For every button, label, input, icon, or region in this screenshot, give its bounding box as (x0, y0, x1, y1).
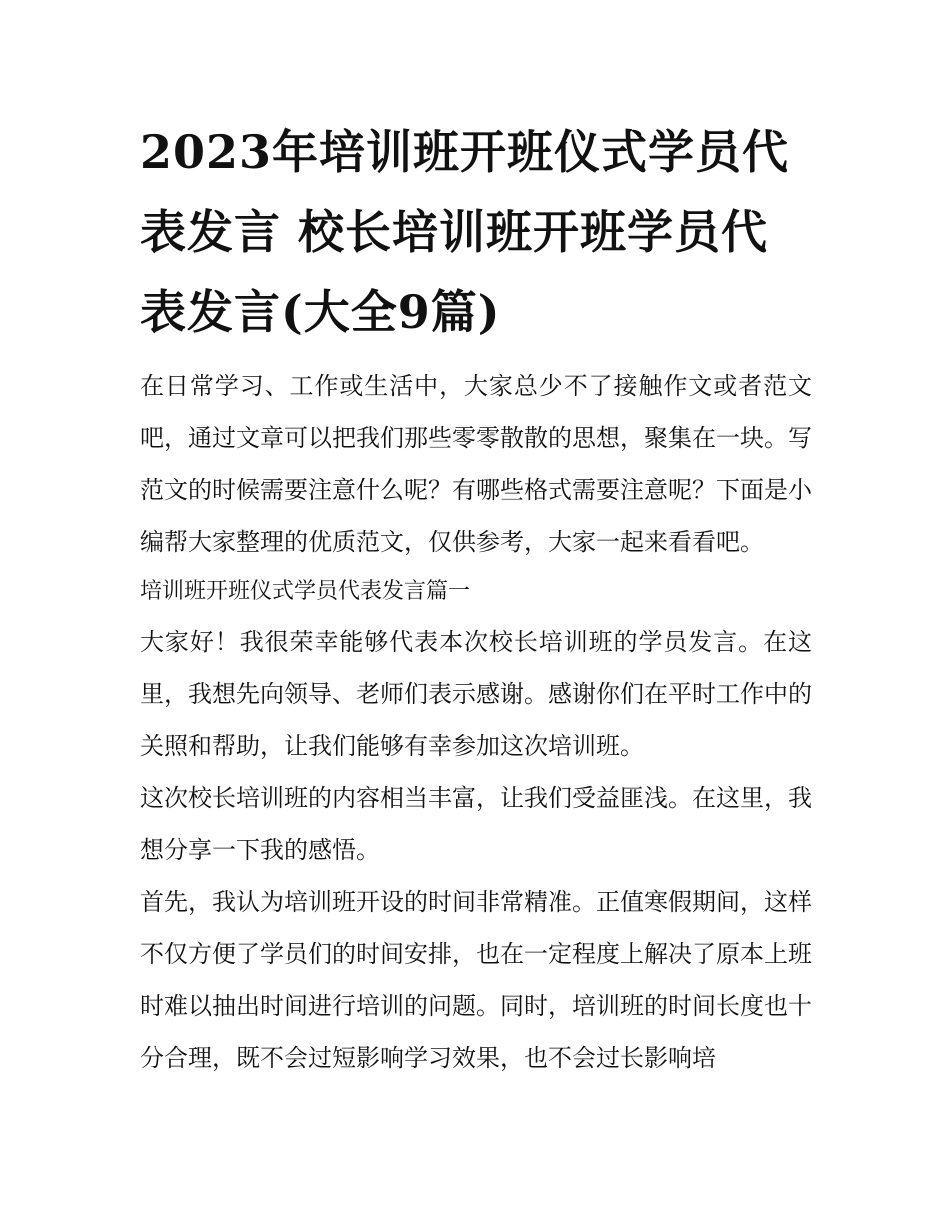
section-heading: 培训班开班仪式学员代表发言篇一 (140, 579, 471, 604)
intro-paragraph: 在日常学习、工作或生活中，大家总少不了接触作文或者范文吧，通过文章可以把我们那些零零散散的思想，聚集在一块。写范文的时候需要注意什么呢？有哪些格式需要注意呢？下面是小编帮大家整理的优质范文，仅供参考，大家一起来看看吧。 (140, 372, 812, 556)
document-page (140, 112, 812, 1084)
body-paragraph-1: 大家好！我很荣幸能够代表本次校长培训班的学员发言。在这里，我想先向领导、老师们表示感谢。感谢你们在平时工作中的关照和帮助，让我们能够有幸参加这次培训班。 (140, 628, 812, 760)
document-title: 2023年培训班开班仪式学员代表发言 校长培训班开班学员代表发言(大全9篇) (140, 125, 790, 339)
body-paragraph-2: 这次校长培训班的内容相当丰富，让我们受益匪浅。在这里，我想分享一下我的感悟。 (140, 784, 812, 864)
body-paragraph-3: 首先，我认为培训班开设的时间非常精准。正值寒假期间，这样不仅方便了学员们的时间安排，也在一定程度上解决了原本上班时难以抽出时间进行培训的问题。同时，培训班的时间长度也十分合理，既不会过短影响学习效果，也不会过长影响培 (140, 888, 812, 1072)
